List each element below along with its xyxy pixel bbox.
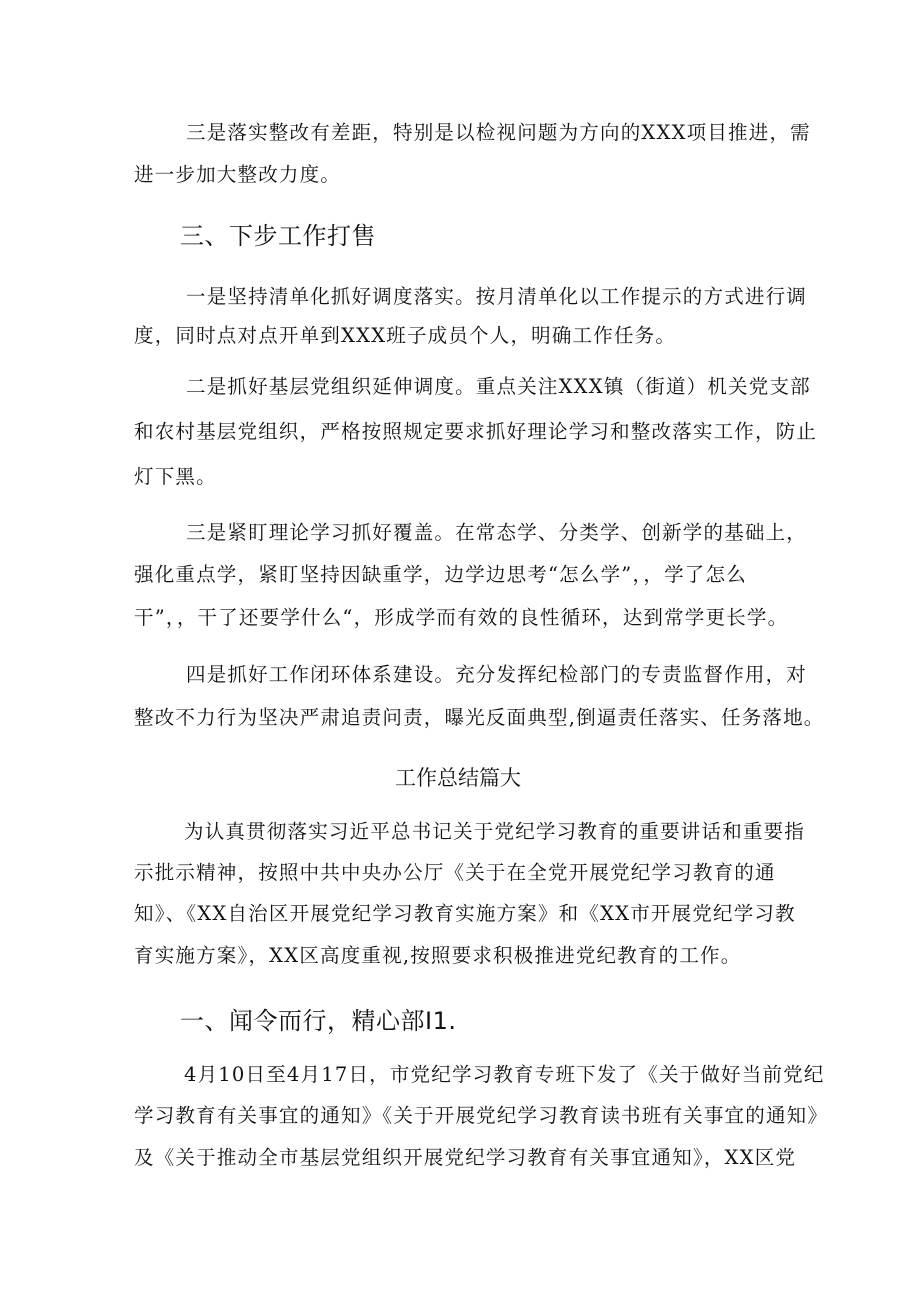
paragraph-line: 整改不力行为坚决严肃追责问责，曝光反面典型,倒逼责任落实、任务落地。 (134, 706, 825, 729)
paragraph-line: 及《关于推动全市基层党组织开展党纪学习教育有关事宜通知》，XX区党 (134, 1146, 797, 1169)
paragraph-line: 为认真贯彻落实习近平总书记关于党纪学习教育的重要讲话和重要指 (184, 820, 806, 843)
paragraph-line: 二是抓好基层党组织延伸调度。重点关注XXX镇（街道）机关党支部 (186, 375, 811, 398)
paragraph-line: 知》、《XX自治区开展党纪学习教育实施方案》和《XX市开展党纪学习教 (134, 902, 796, 925)
paragraph-line: 育实施方案》，XX区高度重视,按照要求积极推进党纪教育的工作。 (134, 944, 742, 967)
paragraph-line: 三是紧盯理论学习抓好覆盖。在常态学、分类学、创新学的基础上， (186, 521, 808, 544)
paragraph-line: 一是坚持清单化抓好调度落实。按月清单化以工作提示的方式进行调 (186, 285, 808, 308)
paragraph-line: 三是落实整改有差距，特别是以检视问题为方向的XXX项目推进，需 (186, 121, 811, 144)
section-heading-one: 一、闻令而行，精心部I1. (180, 1007, 457, 1035)
paragraph-line: 示批示精神，按照中共中央办公厅《关于在全党开展党纪学习教育的通 (134, 861, 776, 884)
paragraph-line: 进一步加大整改力度。 (134, 163, 342, 186)
paragraph-line: 学习教育有关事宜的通知》《关于开展党纪学习教育读书班有关事宜的通知》 (134, 1104, 829, 1127)
section-heading-next-steps: 三、下步工作打售 (180, 222, 376, 250)
paragraph-line: 四是抓好工作闭环体系建设。充分发挥纪检部门的专责监督作用，对 (186, 663, 808, 686)
paragraph-line: 强化重点学，紧盯坚持因缺重学，边学边思考“怎么学”，，学了怎么 (134, 563, 747, 586)
paragraph-line: 度，同时点对点开单到XXX班子成员个人，明确工作任务。 (134, 324, 677, 347)
paragraph-line: 和农村基层党组织，严格按照规定要求抓好理论学习和整改落实工作，防止 (134, 420, 818, 443)
paragraph-line: 4月10日至4月17日，市党纪学习教育专班下发了《关于做好当前党纪 (184, 1063, 825, 1086)
paragraph-line: 干”，，干了还要学什么“，形成学而有效的良性循环，达到常学更长学。 (134, 606, 789, 629)
section-title: 工作总结篇大 (395, 766, 521, 790)
paragraph-line: 灯下黑。 (134, 465, 217, 488)
